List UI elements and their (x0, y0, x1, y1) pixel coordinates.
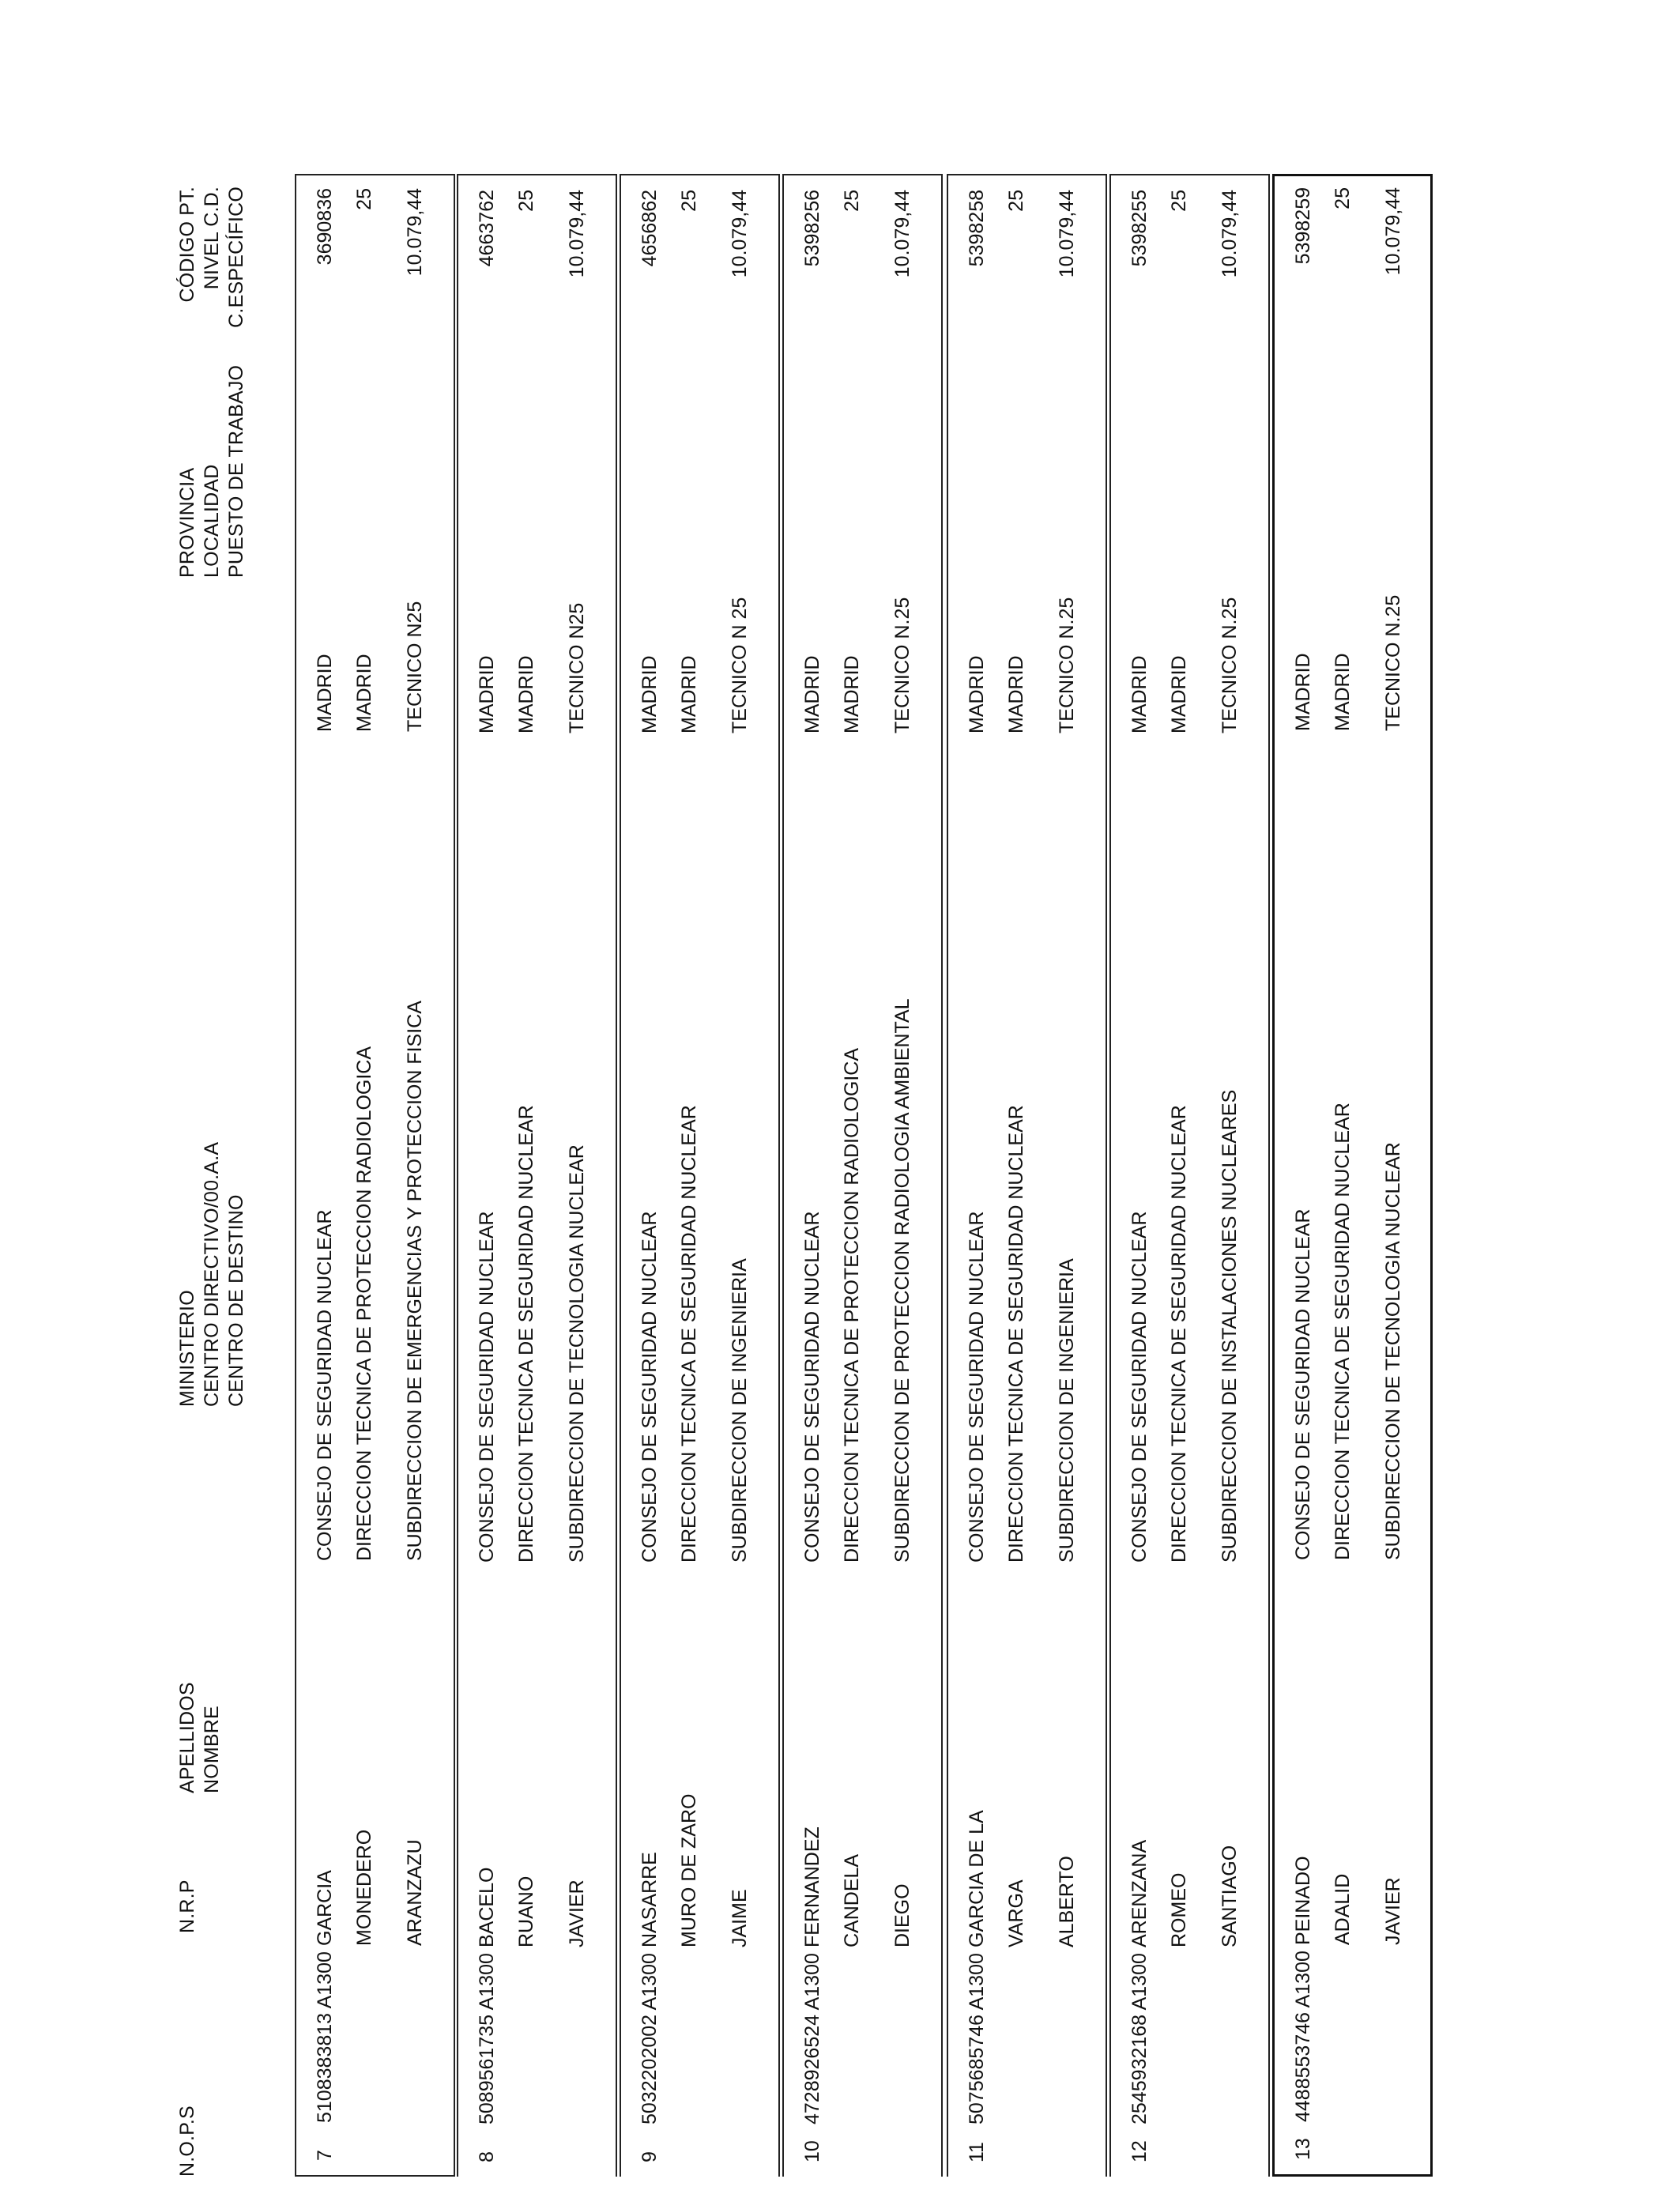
record-centro-line: DIRECCION TECNICA DE PROTECCION RADIOLOGICA (353, 1046, 375, 1561)
record-box (620, 174, 780, 2177)
record-code-line: 4663762 (476, 190, 498, 267)
record-name-line: JAIME (729, 1889, 751, 1947)
record-nrp: 4488553746 A1300 (1292, 1951, 1314, 2122)
record-nops: 13 (1292, 2138, 1314, 2160)
record-box (457, 174, 617, 2177)
record-nrp: 4728926524 A1300 (801, 1953, 823, 2124)
record-box (1272, 174, 1433, 2177)
record-centro-line: CONSEJO DE SEGURIDAD NUCLEAR (966, 1211, 988, 1563)
record-prov-line: MADRID (1292, 653, 1314, 731)
record-name-line: JAVIER (566, 1879, 588, 1947)
record-centro-line: DIRECCION TECNICA DE SEGURIDAD NUCLEAR (1168, 1105, 1190, 1563)
record-centro-line: CONSEJO DE SEGURIDAD NUCLEAR (1292, 1208, 1314, 1560)
record-prov-line: MADRID (801, 655, 823, 733)
record-box (295, 174, 455, 2177)
record-prov-line: TECNICO N25 (404, 601, 426, 732)
record-centro-line: DIRECCION TECNICA DE SEGURIDAD NUCLEAR (678, 1105, 700, 1563)
header-codigo-nivel-especifico: CÓDIGO PT. NIVEL C.D. C.ESPECÍFICO (176, 187, 247, 328)
record-code-line: 25 (841, 190, 863, 212)
header-apellidos-nombre: APELLIDOS NOMBRE (176, 1682, 223, 1793)
record-name-line: CANDELA (841, 1853, 863, 1947)
record-name-line: JAVIER (1382, 1877, 1404, 1945)
record-prov-line: MADRID (314, 654, 336, 732)
record-name-line: ALBERTO (1056, 1856, 1078, 1947)
record-code-line: 10.079,44 (1382, 187, 1404, 276)
record-name-line: GARCIA DE LA (966, 1810, 988, 1947)
record-prov-line: MADRID (1168, 655, 1190, 733)
record-nops: 10 (801, 2140, 823, 2162)
record-prov-line: MADRID (476, 655, 498, 733)
record-nrp: 5032202002 A1300 (638, 1953, 661, 2124)
record-centro-line: CONSEJO DE SEGURIDAD NUCLEAR (476, 1211, 498, 1563)
record-box (1109, 174, 1270, 2177)
record-nrp: 5075685746 A1300 (966, 1953, 988, 2124)
record-name-line: ROMEO (1168, 1872, 1190, 1947)
record-prov-line: TECNICO N 25 (729, 597, 751, 733)
record-code-line: 10.079,44 (1219, 190, 1241, 278)
record-name-line: MURO DE ZARO (678, 1793, 700, 1947)
record-name-line: PEINADO (1292, 1856, 1314, 1945)
record-nrp: 5089561735 A1300 (476, 1953, 498, 2124)
record-prov-line: MADRID (966, 655, 988, 733)
record-code-line: 5398255 (1128, 190, 1151, 267)
record-centro-line: CONSEJO DE SEGURIDAD NUCLEAR (1128, 1211, 1151, 1563)
header-ministerio-centro: MINISTERIO CENTRO DIRECTIVO/00.A.A CENTRO DE DESTINO (176, 1141, 247, 1407)
record-centro-line: SUBDIRECCION DE INGENIERIA (729, 1258, 751, 1563)
record-prov-line: MADRID (841, 655, 863, 733)
record-prov-line: TECNICO N.25 (1382, 594, 1404, 731)
record-prov-line: TECNICO N.25 (1219, 597, 1241, 733)
record-centro-line: DIRECCION TECNICA DE SEGURIDAD NUCLEAR (1332, 1103, 1354, 1560)
record-prov-line: MADRID (638, 655, 661, 733)
record-name-line: MONEDERO (353, 1829, 375, 1946)
record-box (947, 174, 1107, 2177)
record-nops: 8 (476, 2151, 498, 2162)
record-nrp: 5108383813 A1300 (314, 1951, 336, 2123)
record-centro-line: DIRECCION TECNICA DE SEGURIDAD NUCLEAR (515, 1105, 537, 1563)
record-code-line: 25 (353, 188, 375, 210)
record-name-line: ADALID (1332, 1873, 1354, 1945)
record-box (782, 174, 943, 2177)
record-code-line: 10.079,44 (1056, 190, 1078, 278)
record-nops: 12 (1128, 2140, 1151, 2162)
record-code-line: 3690836 (314, 188, 336, 266)
record-nops: 7 (314, 2150, 336, 2161)
record-name-line: ARENZANA (1128, 1839, 1151, 1947)
record-code-line: 5398258 (966, 190, 988, 267)
record-prov-line: MADRID (515, 655, 537, 733)
record-code-line: 25 (678, 190, 700, 212)
record-prov-line: TECNICO N.25 (1056, 597, 1078, 733)
record-name-line: DIEGO (891, 1883, 913, 1947)
record-prov-line: TECNICO N.25 (891, 597, 913, 733)
record-code-line: 25 (1005, 190, 1027, 212)
record-centro-line: CONSEJO DE SEGURIDAD NUCLEAR (314, 1209, 336, 1561)
record-code-line: 25 (1332, 187, 1354, 209)
record-name-line: FERNANDEZ (801, 1826, 823, 1947)
record-centro-line: CONSEJO DE SEGURIDAD NUCLEAR (638, 1211, 661, 1563)
record-centro-line: SUBDIRECCION DE TECNOLOGIA NUCLEAR (566, 1144, 588, 1563)
record-prov-line: TECNICO N25 (566, 602, 588, 733)
record-code-line: 5398256 (801, 190, 823, 267)
record-code-line: 10.079,44 (404, 188, 426, 277)
record-centro-line: DIRECCION TECNICA DE SEGURIDAD NUCLEAR (1005, 1105, 1027, 1563)
record-code-line: 10.079,44 (891, 190, 913, 278)
record-code-line: 4656862 (638, 190, 661, 267)
record-nops: 11 (966, 2142, 988, 2162)
record-centro-line: SUBDIRECCION DE PROTECCION RADIOLOGIA AMBIENTAL (891, 998, 913, 1563)
record-name-line: BACELO (476, 1867, 498, 1947)
record-prov-line: MADRID (678, 655, 700, 733)
record-centro-line: CONSEJO DE SEGURIDAD NUCLEAR (801, 1211, 823, 1563)
record-centro-line: SUBDIRECCION DE INSTALACIONES NUCLEARES (1219, 1089, 1241, 1563)
record-centro-line: SUBDIRECCION DE TECNOLOGIA NUCLEAR (1382, 1142, 1404, 1560)
record-prov-line: MADRID (353, 654, 375, 732)
header-nops: N.O.P.S (176, 2105, 198, 2177)
record-name-line: SANTIAGO (1219, 1845, 1241, 1947)
record-prov-line: MADRID (1128, 655, 1151, 733)
record-centro-line: SUBDIRECCION DE EMERGENCIAS Y PROTECCION FISICA (404, 1001, 426, 1561)
record-nops: 9 (638, 2151, 661, 2162)
record-code-line: 25 (1168, 190, 1190, 212)
record-code-line: 25 (515, 190, 537, 212)
record-prov-line: MADRID (1332, 653, 1354, 731)
record-name-line: ARANZAZU (404, 1839, 426, 1946)
record-code-line: 5398259 (1292, 187, 1314, 265)
record-name-line: VARGA (1005, 1879, 1027, 1947)
record-prov-line: MADRID (1005, 655, 1027, 733)
record-code-line: 10.079,44 (566, 190, 588, 278)
header-nrp: N.R.P (176, 1879, 198, 1933)
record-centro-line: SUBDIRECCION DE INGENIERIA (1056, 1258, 1078, 1563)
record-name-line: NASARRE (638, 1852, 661, 1947)
record-nrp: 2545932168 A1300 (1128, 1953, 1151, 2124)
header-provincia-localidad-puesto: PROVINCIA LOCALIDAD PUESTO DE TRABAJO (176, 364, 247, 578)
record-code-line: 10.079,44 (729, 190, 751, 278)
record-name-line: RUANO (515, 1875, 537, 1947)
record-name-line: GARCIA (314, 1870, 336, 1946)
record-centro-line: DIRECCION TECNICA DE PROTECCION RADIOLOGICA (841, 1047, 863, 1563)
